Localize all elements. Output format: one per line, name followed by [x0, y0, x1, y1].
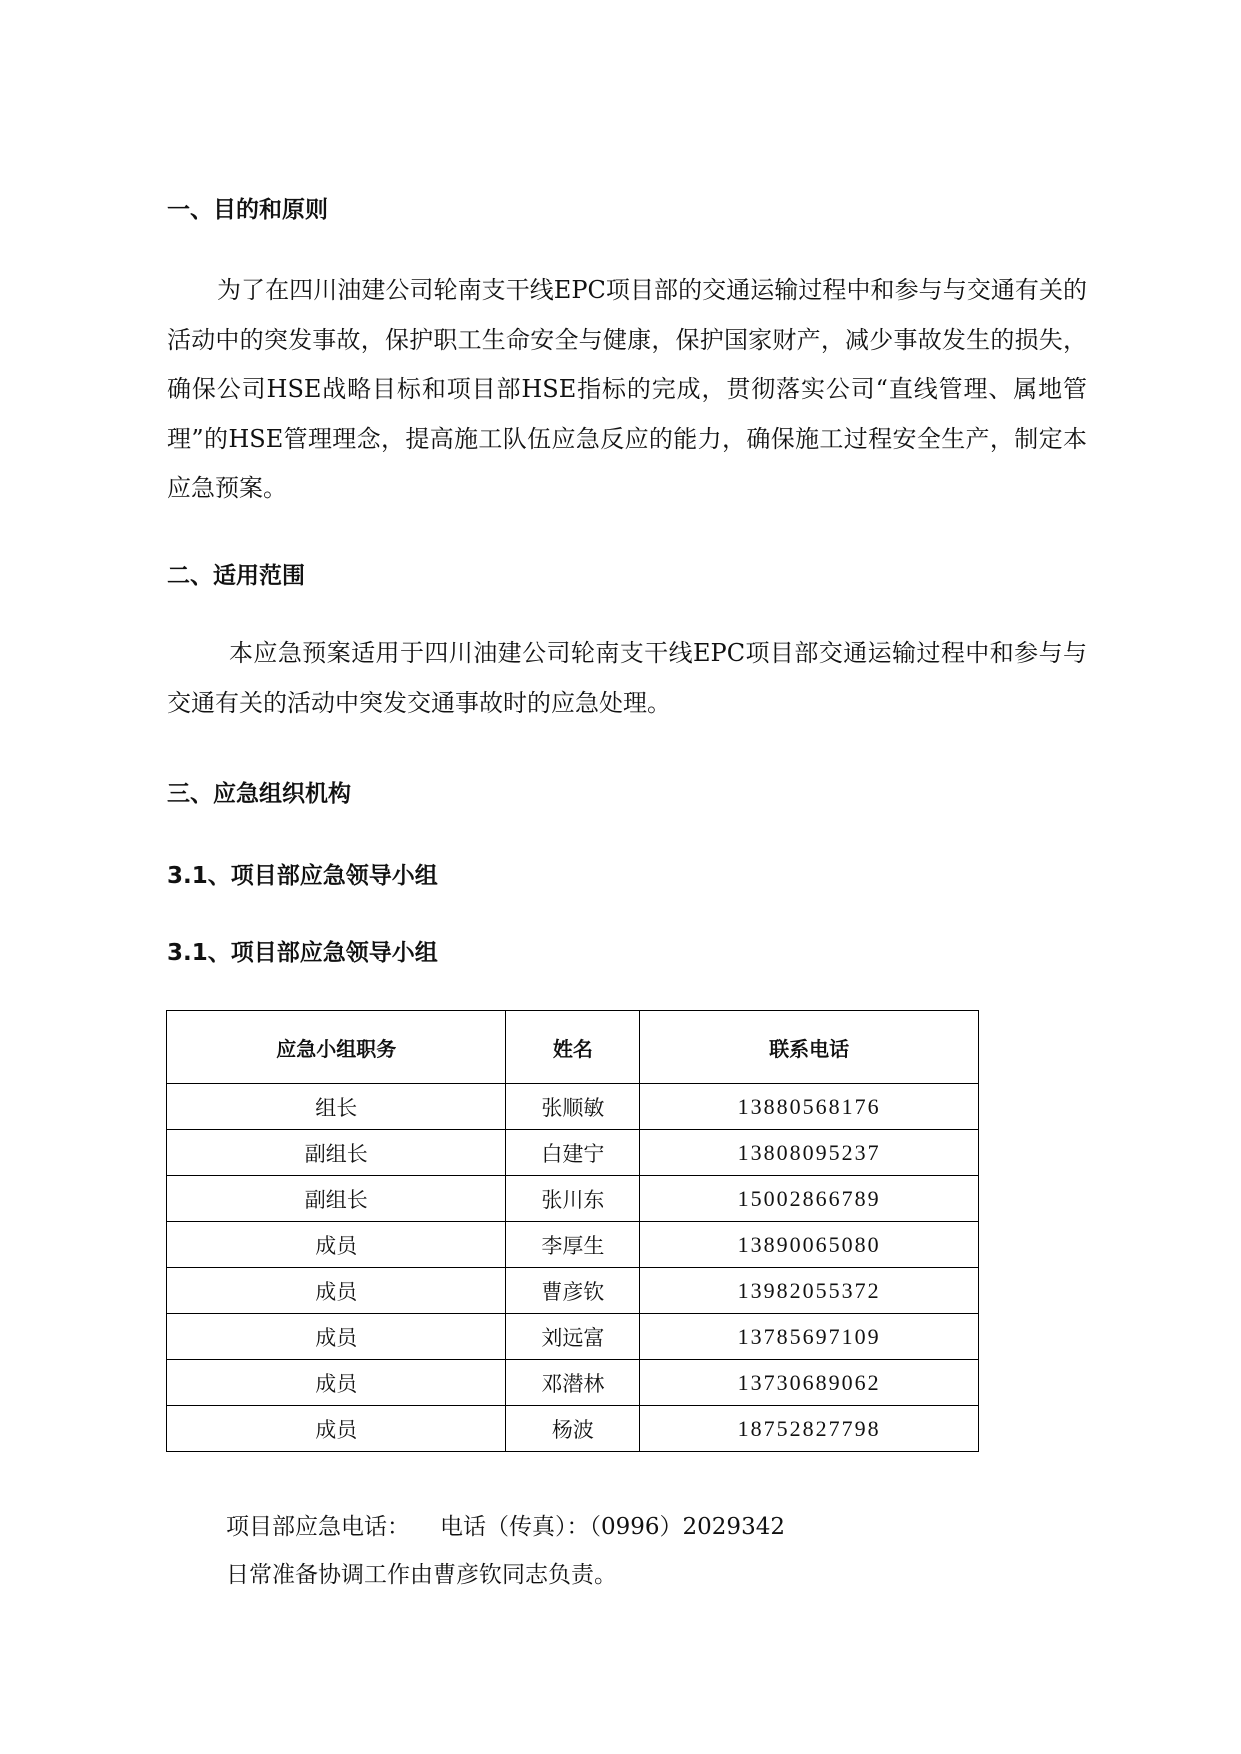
- cell-phone: 13730689062: [640, 1360, 979, 1406]
- table-row: [167, 1268, 979, 1314]
- table-row: [167, 1130, 979, 1176]
- header-name: 姓名: [506, 1011, 640, 1084]
- table-row: [167, 1176, 979, 1222]
- emergency-phone-value: 电话（传真）：（0996）2029342: [440, 1514, 785, 1540]
- coordinator-note: 日常准备协调工作由曹彦钦同志负责。: [226, 1562, 617, 1588]
- section3-heading: 三、应急组织机构: [167, 781, 351, 807]
- cell-role: 副组长: [167, 1130, 506, 1176]
- cell-phone: 13785697109: [640, 1314, 979, 1360]
- emergency-team-table: [166, 1010, 979, 1452]
- cell-name: 张顺敏: [506, 1084, 640, 1130]
- section2-text: 本应急预案适用于四川油建公司轮南支干线EPC项目部交通运输过程中和参与与交通有关的活动中突发交通事故时的应急处理。: [167, 639, 1087, 717]
- cell-phone: 13890065080: [640, 1222, 979, 1268]
- cell-phone: 13982055372: [640, 1268, 979, 1314]
- cell-name: 曹彦钦: [506, 1268, 640, 1314]
- cell-name: 李厚生: [506, 1222, 640, 1268]
- cell-phone: 15002866789: [640, 1176, 979, 1222]
- table-header-row: [167, 1011, 979, 1084]
- cell-phone: 13808095237: [640, 1130, 979, 1176]
- section2-paragraph: [167, 629, 1087, 728]
- table-row: [167, 1360, 979, 1406]
- section1-heading: 一、目的和原则: [167, 197, 328, 223]
- cell-phone: 13880568176: [640, 1084, 979, 1130]
- cell-name: 杨波: [506, 1406, 640, 1452]
- header-role: 应急小组职务: [167, 1011, 506, 1084]
- emergency-phone-label: 项目部应急电话：: [226, 1514, 410, 1540]
- section2-heading: 二、适用范围: [167, 563, 305, 589]
- cell-role: 成员: [167, 1222, 506, 1268]
- table-row: [167, 1222, 979, 1268]
- header-phone: 联系电话: [640, 1011, 979, 1084]
- cell-role: 组长: [167, 1084, 506, 1130]
- section1-text: 为了在四川油建公司轮南支干线EPC项目部的交通运输过程中和参与与交通有关的活动中的突发事故，保护职工生命安全与健康，保护国家财产，减少事故发生的损失，确保公司HSE战略目标和项目部HSE指标的完成，贯彻落实公司“直线管理、属地管理”的HSE管理理念，提高施工队伍应急反应的能力，确保施工过程安全生产，制定本应急预案。: [167, 276, 1087, 502]
- subsection-heading-1: 3.1、项目部应急领导小组: [167, 863, 438, 889]
- cell-name: 刘远富: [506, 1314, 640, 1360]
- table-row: [167, 1314, 979, 1360]
- table-row: [167, 1406, 979, 1452]
- cell-role: 副组长: [167, 1176, 506, 1222]
- cell-role: 成员: [167, 1406, 506, 1452]
- cell-name: 邓潜林: [506, 1360, 640, 1406]
- subsection-heading-2: 3.1、项目部应急领导小组: [167, 940, 438, 966]
- cell-role: 成员: [167, 1360, 506, 1406]
- cell-phone: 18752827798: [640, 1406, 979, 1452]
- cell-role: 成员: [167, 1268, 506, 1314]
- cell-name: 白建宁: [506, 1130, 640, 1176]
- cell-role: 成员: [167, 1314, 506, 1360]
- cell-name: 张川东: [506, 1176, 640, 1222]
- emergency-phone-line: [226, 1508, 785, 1541]
- table-row: [167, 1084, 979, 1130]
- section1-paragraph: [167, 266, 1087, 514]
